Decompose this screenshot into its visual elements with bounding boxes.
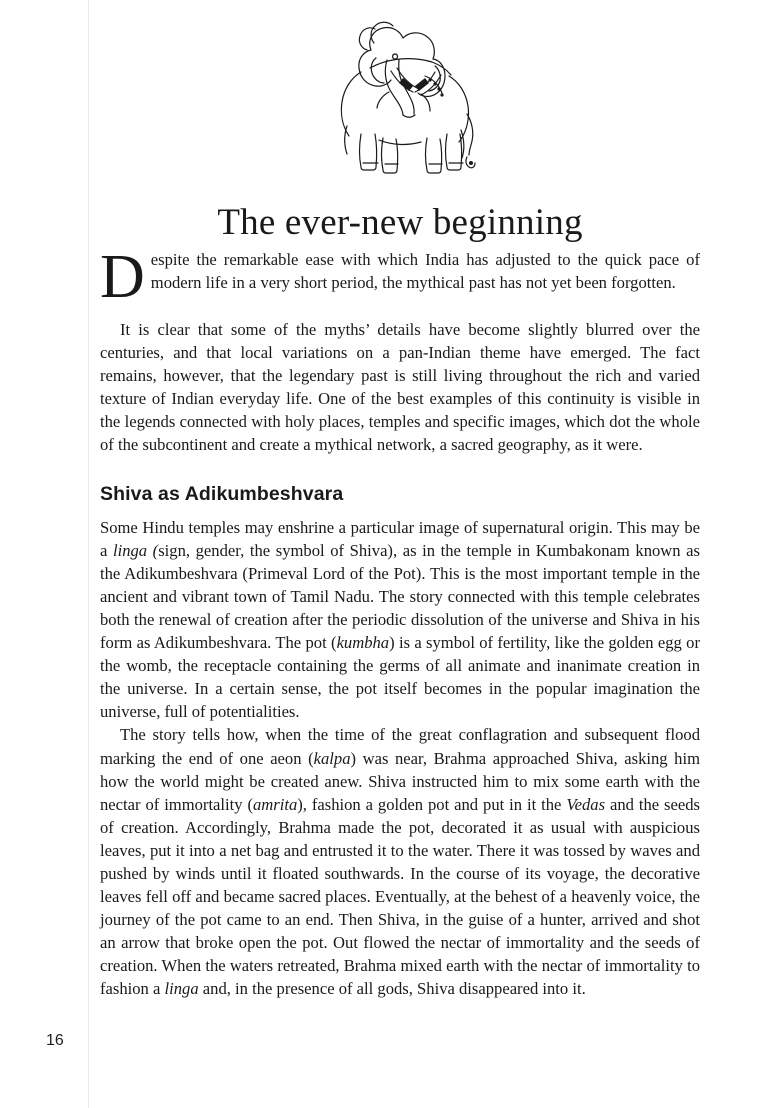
paragraph-2: It is clear that some of the myths’ details have become slightly blurred over the centuries, and that local variations on a pan-Indian theme have emerged. The fact remains, however, that the legendary past is still living throughout the rich and varied texture of Indian everyday life. One of the best examples of this continuity is visible in the legends connected with holy places, temples and specific images, which dot the whole of the subcontinent and create a mythical network, a sacred geography, as it were. [100, 320, 700, 455]
intro-text: espite the remarkable ease with which India has adjusted to the quick pace of modern life in a very short period, the mythical past has not yet been forgotten. [150, 250, 700, 293]
page-title: The ever-new beginning [217, 201, 583, 243]
italic-run-kumbha: kumbha [336, 633, 390, 653]
intro-paragraph [100, 243, 700, 318]
italic-run-linga-2: linga [164, 979, 199, 999]
text-run: ) was near, Brahma approached Shiva, asking him how the world might be created anew. Shiva instructed him to mix some earth with the nectar of immortality ( [100, 748, 700, 814]
section-paragraph-1 [100, 516, 700, 724]
text-run: ), fashion a golden pot and put in it the [297, 794, 567, 814]
text-run: and the seeds of creation. Accordingly, Brahma made the pot, decorated it as usual with auspicious leaves, put it into a net bag and entrusted it to the water. There it was tossed by waves and pushed by winds until it floated southwards. In the course of its voyage, the decorative leaves fell off and became sacred places. Eventually, at the behest of a heavenly voice, the journey of the pot came to an end. Then Shiva, in the guise of a hunter, arrived and shot an arrow that broke open the pot. Out flowed the nectar of immortality and the seeds of creation. When the waters retreated, Brahma mixed earth with the nectar of immortality to fashion a [100, 794, 700, 999]
section-paragraph-2 [100, 723, 700, 1000]
elephant-illustration [0, 14, 780, 174]
article-body [100, 243, 700, 1001]
text-run: Some Hindu temples may enshrine a particular image of supernatural origin. This may be a [100, 517, 700, 560]
italic-run-vedas: Vedas [566, 794, 606, 814]
italic-run-kalpa: kalpa [313, 748, 351, 768]
drop-cap: D [100, 243, 145, 311]
text-run: The story tells how, when the time of the great conflagration and subsequent flood marking the end of one aeon ( [100, 725, 700, 768]
page-number: 16 [46, 1032, 64, 1049]
text-run: ) is a symbol of fertility, like the golden egg or the womb, the receptacle containing the germs of all animate and inanimate creation in the universe. In a certain sense, the pot itself becomes in the popular imagination the universe, full of potentialities. [100, 633, 700, 722]
italic-run-amrita: amrita [253, 794, 298, 814]
section-heading-shiva-as-adikumbeshvara: Shiva as Adikumbeshvara [100, 482, 344, 505]
text-run: and, in the presence of all gods, Shiva disappeared into it. [198, 979, 586, 999]
italic-run-linga: linga ( [112, 540, 159, 560]
text-run: sign, gender, the symbol of Shiva), as in the temple in Kumbakonam known as the Adikumbeshvara (Primeval Lord of the Pot). This is the most important temple in the ancient and vibrant town of Tamil Nadu. The story connected with this temple celebrates both the renewal of creation after the periodic dissolution of the universe and Shiva in his form as Adikumbeshvara. The pot ( [100, 540, 700, 653]
